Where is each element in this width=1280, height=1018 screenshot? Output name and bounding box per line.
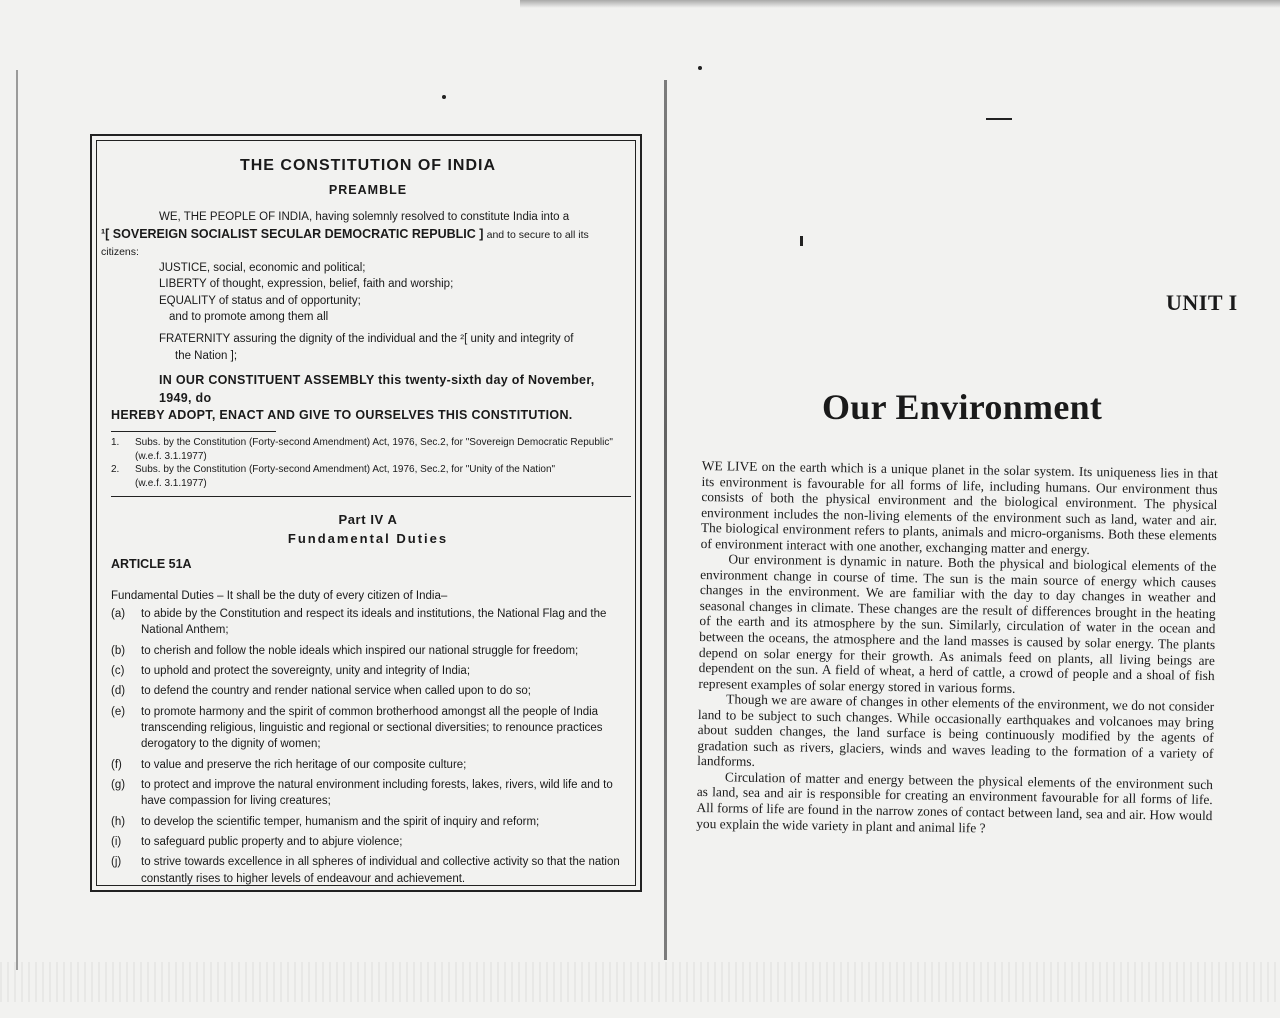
equality-line: EQUALITY of status and of opportunity; <box>159 294 361 307</box>
duty-label: (h) <box>111 815 126 828</box>
duty-label: (a) <box>111 608 126 621</box>
speck <box>800 236 803 246</box>
chapter-heading: Our Environment <box>822 387 1103 427</box>
section-rule <box>111 496 631 497</box>
duty-item <box>111 834 625 850</box>
scan-noise <box>0 962 1280 1002</box>
footnote-text: (w.e.f. 3.1.1977) <box>135 477 207 489</box>
duty-text: to defend the country and render national service when called upon to do so; <box>141 685 531 698</box>
duty-label: (e) <box>111 705 126 718</box>
duty-text: to promote harmony and the spirit of common brotherhood amongst all the people of India transcending religious, linguistic and regional or sectional diversities; to renounce practices derogatory to the dignity of women; <box>141 705 603 751</box>
constitution-box <box>90 134 642 892</box>
scan-shadow <box>520 0 1280 8</box>
paragraph-1 <box>701 458 1218 559</box>
duty-label: (g) <box>111 779 126 792</box>
duty-label: (f) <box>111 758 122 771</box>
duties-list <box>111 606 625 887</box>
paragraph-text: on the earth which is a unique planet in the solar system. Its uniqueness lies in that its environment is favourable for all forms of life, including humans. Our environment thus consists of both the physical environment and the biological environment. The physical environment includes the non-living elements of the environment such as land, water and air. The biological environment refers to plants, animals and micro-organisms. Both these elements of environment interact with one another, exchanging matter and energy. <box>700 458 1218 557</box>
duty-text: to develop the scientific temper, humanism and the spirit of inquiry and reform; <box>141 815 540 828</box>
duty-text: to cherish and follow the noble ideals which inspired our national struggle for freedom; <box>141 644 579 657</box>
unit-label: UNIT I <box>1166 290 1238 315</box>
dash-mark <box>986 118 1012 120</box>
part-subheading: Fundamental Duties <box>287 530 449 546</box>
assembly-line-2: HEREBY ADOPT, ENACT AND GIVE TO OURSELVES THIS CONSTITUTION. <box>111 408 573 423</box>
equality-line-2: and to promote among them all <box>169 310 329 323</box>
fraternity-line: FRATERNITY assuring the dignity of the individual and the ²[ unity and integrity of <box>159 333 574 346</box>
justice-line: JUSTICE, social, economic and political; <box>159 261 366 274</box>
duty-item <box>111 606 625 639</box>
speck <box>442 95 446 99</box>
duty-item <box>111 854 625 887</box>
preamble-heading: PREAMBLE <box>328 182 408 197</box>
paragraph-4: Circulation of matter and energy between the physical elements of the environment such as land, sea and air is responsible for creating an environment favourable for all forms of life. All forms of life are found in the narrow zones of contact between land, sea and air. How would you explain the wide variety in plant and animal life ? <box>696 769 1214 836</box>
paragraph-3: Though we are aware of changes in other elements of the environment, we do not consider land to be subject to such changes. While occasionally earthquakes and volcanoes may bring about sudden changes, the land surface is being continuously modified by the agents of gradation such as rivers, glaciers, winds and waves leading to the formation of a variety of landforms. <box>697 691 1215 770</box>
duty-text: to abide by the Constitution and respect its ideals and institutions, the National Flag and the National Anthem; <box>141 608 607 637</box>
footnote-2 <box>111 463 625 490</box>
duty-item <box>111 777 625 810</box>
duty-label: (j) <box>111 856 122 869</box>
duty-item <box>111 643 625 659</box>
duty-text: to uphold and protect the sovereignty, unity and integrity of India; <box>141 665 471 678</box>
duty-text: to safeguard public property and to abjure violence; <box>141 836 403 849</box>
constitution-title: THE CONSTITUTION OF INDIA <box>239 157 497 174</box>
page-edge <box>16 70 18 970</box>
footnote-text: (w.e.f. 3.1.1977) <box>135 450 207 462</box>
duty-text: to strive towards excellence in all spheres of individual and collective activity so that the nation constantly rises to higher levels of endeavour and achievement. <box>141 856 620 885</box>
constitution-box-inner <box>96 140 636 886</box>
preamble-fragment: and to secure to all its citizens: <box>101 228 589 258</box>
assembly-line: IN OUR CONSTITUENT ASSEMBLY this twenty-sixth day of November, 1949, do <box>159 372 595 405</box>
duty-label: (d) <box>111 685 126 698</box>
duty-text: to value and preserve the rich heritage of our composite culture; <box>141 758 467 771</box>
footnote-number: 1. <box>111 437 120 449</box>
article-heading: ARTICLE 51A <box>111 557 192 571</box>
duty-item <box>111 683 625 699</box>
fraternity-line-2: the Nation ]; <box>175 349 238 362</box>
duty-text: to protect and improve the natural environment including forests, lakes, rivers, wild life and to have compassion for living creatures; <box>141 779 613 808</box>
sovereign-clause: ¹[ SOVEREIGN SOCIALIST SECULAR DEMOCRATIC REPUBLIC ] <box>101 226 484 241</box>
chapter-body <box>696 458 1218 839</box>
part-heading: Part IV A <box>338 512 398 528</box>
duty-label: (b) <box>111 644 126 657</box>
footnote-text: Subs. by the Constitution (Forty-second Amendment) Act, 1976, Sec.2, for "Sovereign Democratic Republic" <box>135 437 613 449</box>
paragraph-2: Our environment is dynamic in nature. Both the physical and biological elements of the environment change in course of time. The sun is the main source of energy which causes changes in the environment. We are familiar with the day to day changes in weather and seasonal changes in climate. These changes are the result of differences brought in the heating of the earth and its atmosphere by the sun. Similarly, circulation of water in the ocean and between the oceans, the atmosphere and the land masses is caused by solar energy. The plants depend on solar energy for their growth. As animals feed on plants, all living beings are dependent on the sun. A field of wheat, a herd of cattle, a crowd of people and a shoal of fish represent examples of solar energy stored in various forms. <box>698 551 1217 696</box>
preamble-line <box>101 226 625 260</box>
footnote-rule <box>111 431 276 432</box>
duties-intro: Fundamental Duties – It shall be the duty of every citizen of India– <box>111 589 448 602</box>
speck <box>698 66 702 70</box>
preamble-line: WE, THE PEOPLE OF INDIA, having solemnly resolved to constitute India into a <box>159 211 570 224</box>
duty-label: (i) <box>111 836 122 849</box>
duty-item <box>111 814 625 830</box>
duty-item <box>111 757 625 773</box>
footnote-text: Subs. by the Constitution (Forty-second Amendment) Act, 1976, Sec.2, for "Unity of the Nation" <box>135 464 556 476</box>
duty-item <box>111 704 625 753</box>
book-spine <box>664 80 667 960</box>
footnote-1 <box>111 436 625 463</box>
footnote-number: 2. <box>111 464 120 476</box>
liberty-line: LIBERTY of thought, expression, belief, faith and worship; <box>159 278 454 291</box>
lead-in: WE LIVE <box>701 458 758 474</box>
duty-label: (c) <box>111 665 125 678</box>
duty-item <box>111 663 625 679</box>
